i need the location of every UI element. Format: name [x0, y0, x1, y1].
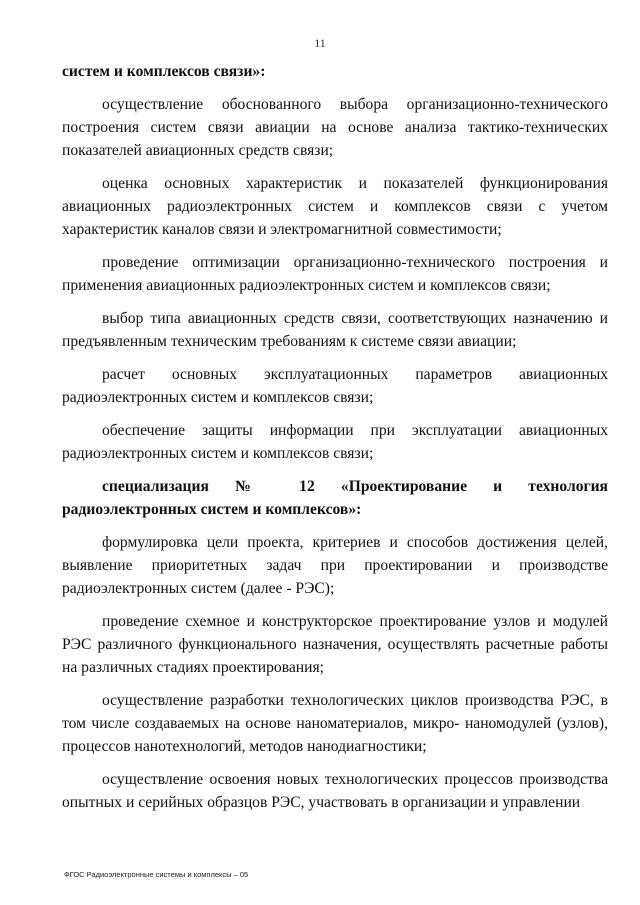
list-item: проведение оптимизации организационно-технического построения и применения авиационных радиоэлектронных систем и комплексов связи;	[62, 254, 608, 294]
document-body	[62, 60, 608, 824]
list-item: проведение схемное и конструкторское проектирование узлов и модулей РЭС различного функционального назначения, осуществлять расчетные работы на различных стадиях проектирования;	[62, 613, 608, 676]
list-item: формулировка цели проекта, критериев и способов достижения целей, выявление приоритетных задач при проектировании и производстве радиоэлектронных систем (далее - РЭС);	[62, 534, 608, 597]
list-item: обеспечение защиты информации при эксплуатации авиационных радиоэлектронных систем и комплексов связи;	[62, 422, 608, 462]
section-heading: специализация № 12 «Проектирование и технология радиоэлектронных систем и комплексов»:	[62, 478, 608, 518]
list-item: осуществление обоснованного выбора организационно-технического построения систем связи авиации на основе анализа тактико-технических показателей авиационных средств связи;	[62, 96, 608, 159]
list-item: выбор типа авиационных средств связи, соответствующих назначению и предъявленным техническим требованиям к системе связи авиации;	[62, 310, 608, 350]
section-heading-continuation: систем и комплексов связи»:	[62, 63, 266, 80]
list-item: осуществление освоения новых технологических процессов производства опытных и серийных образцов РЭС, участвовать в организации и управлении	[62, 771, 608, 811]
page-number: 11	[314, 36, 326, 50]
list-item: осуществление разработки технологических циклов производства РЭС, в том числе создаваемых на основе наноматериалов, микро- наномодулей (узлов), процессов нанотехнологий, методов нанодиагностики;	[62, 692, 608, 755]
list-item: оценка основных характеристик и показателей функционирования авиационных радиоэлектронных систем и комплексов связи с учетом характеристик каналов связи и электромагнитной совместимости;	[62, 175, 608, 238]
list-item: расчет основных эксплуатационных параметров авиационных радиоэлектронных систем и комплексов связи;	[62, 366, 608, 406]
page-footer: ФГОС Радиоэлектронные системы и комплексы – 05	[64, 870, 249, 879]
